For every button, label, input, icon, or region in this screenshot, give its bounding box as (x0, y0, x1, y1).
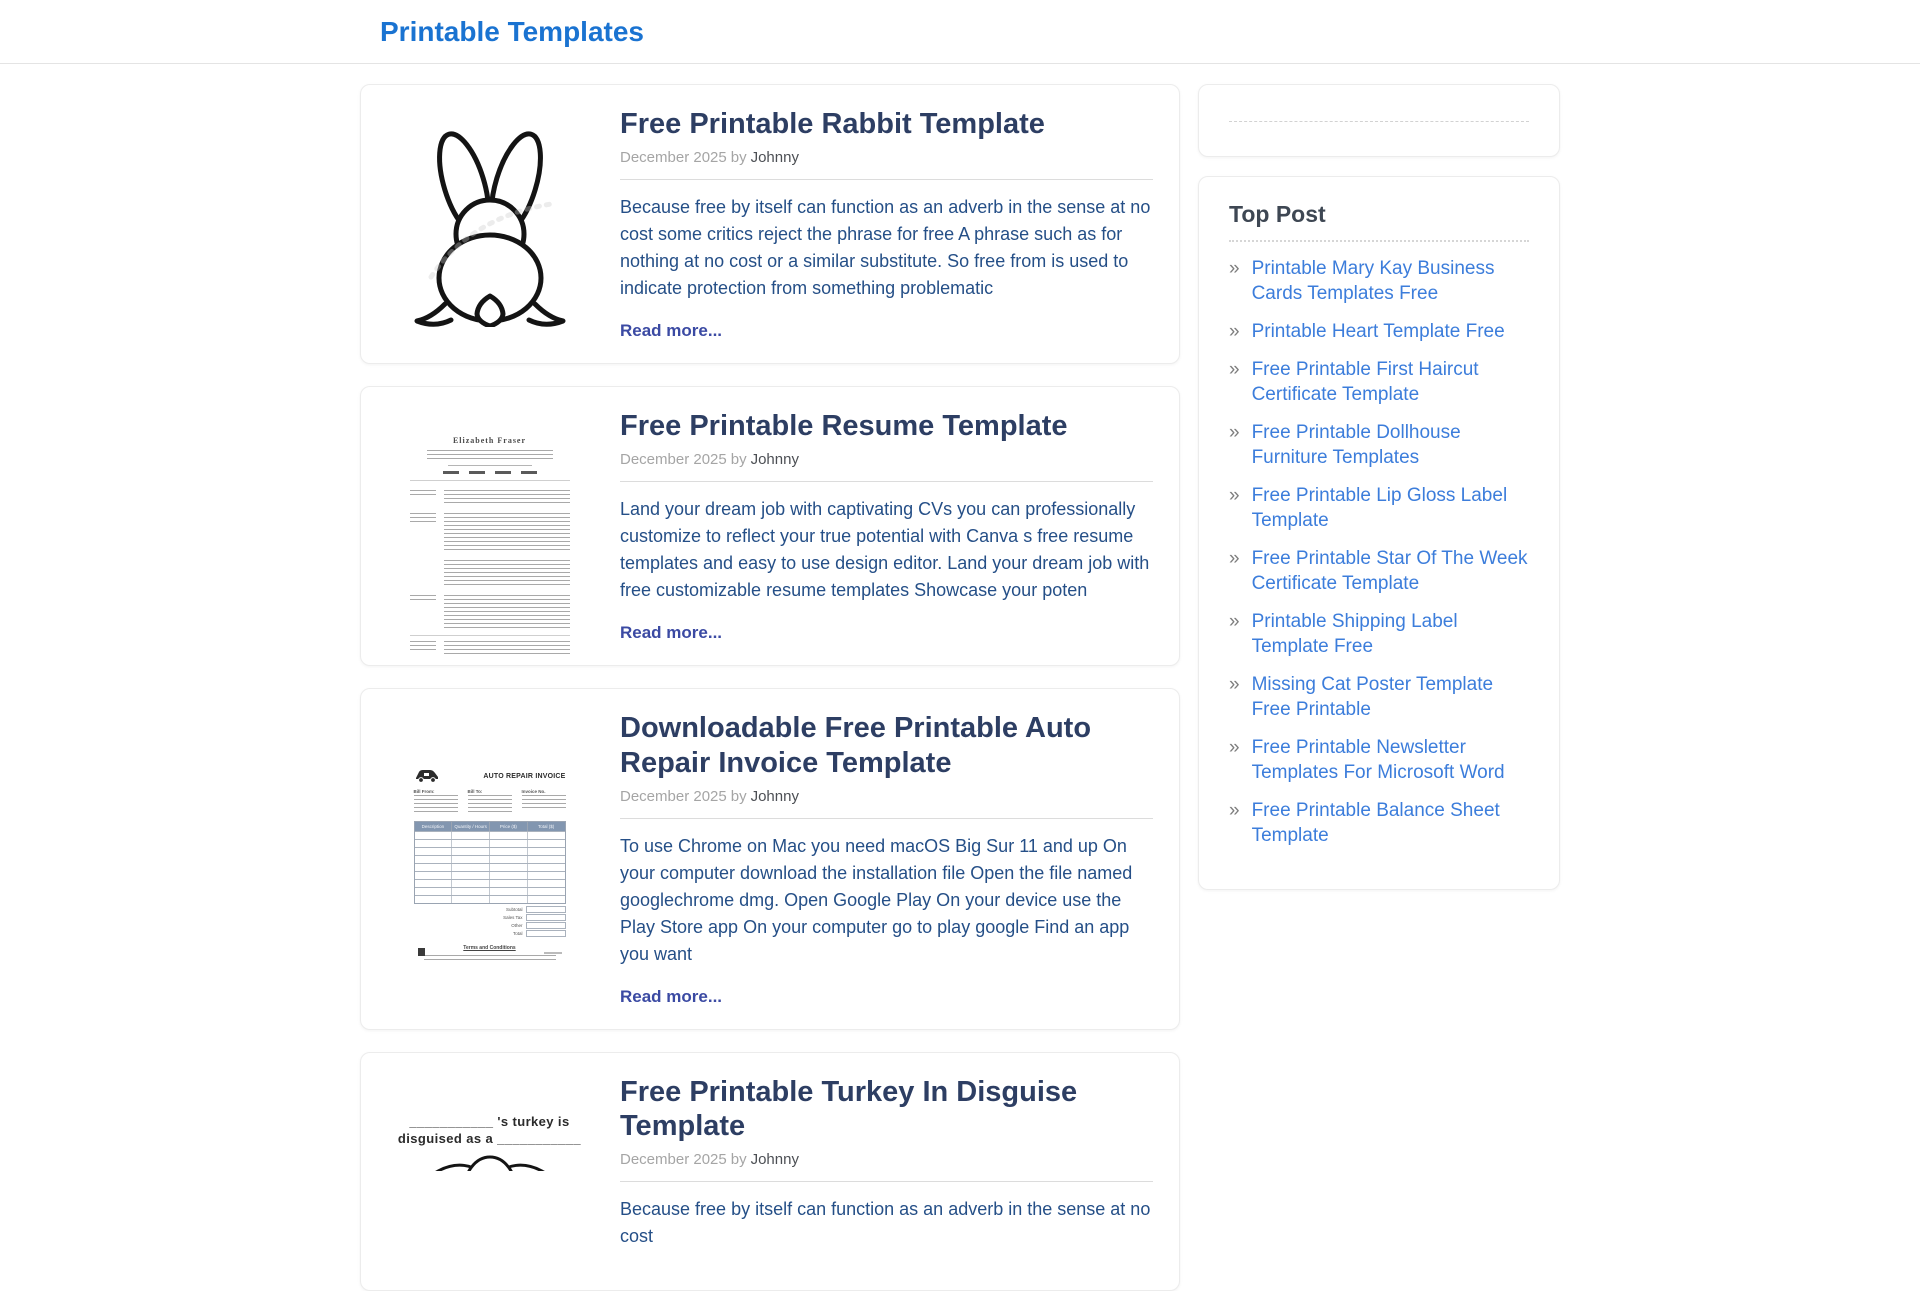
post-author-link[interactable]: Johnny (750, 1151, 799, 1169)
top-post-list (1229, 256, 1529, 848)
page-content (360, 84, 1560, 1291)
by-label: by (730, 149, 747, 167)
top-post-link[interactable]: Free Printable Lip Gloss Label Template (1251, 485, 1508, 531)
bill-from-label: Bill From: (413, 788, 435, 794)
post-title-link[interactable]: Downloadable Free Printable Auto Repair Invoice Template (620, 712, 1092, 779)
top-post-link[interactable]: Free Printable Newsletter Templates For Microsoft Word (1251, 737, 1505, 783)
double-chevron-icon: » (1229, 737, 1240, 758)
post-excerpt: Because free by itself can function as an adverb in the sense at no cost some critics reject the phrase for free A phrase such as for nothing at no cost or a similar substitute. So free from is used to indicate protection from something problematic (620, 197, 1151, 299)
top-post-item (1229, 672, 1529, 722)
post-meta (620, 451, 1153, 482)
read-more-link[interactable]: Read more... (620, 986, 723, 1006)
top-post-item (1229, 256, 1529, 306)
double-chevron-icon: » (1229, 321, 1240, 342)
turkey-thumbnail[interactable] (387, 1075, 592, 1171)
invoice-col-description: Description (415, 822, 453, 831)
turkey-text-line2: disguised as a ___________ (397, 1130, 582, 1146)
post-meta (620, 1151, 1153, 1182)
post-meta (620, 788, 1153, 819)
post-meta (620, 149, 1153, 180)
turkey-text-line1: ___________ 's turkey is (409, 1113, 570, 1129)
post-excerpt: Because free by itself can function as an adverb in the sense at no cost (620, 1199, 1151, 1247)
post-title-link[interactable]: Free Printable Resume Template (620, 410, 1068, 443)
top-post-link[interactable]: Free Printable First Haircut Certificate Template (1251, 359, 1479, 405)
top-post-item (1229, 798, 1529, 848)
invoice-col-total: Total ($) (537, 823, 555, 829)
post-date: December 2025 (620, 1151, 727, 1169)
top-post-item (1229, 609, 1529, 659)
dashed-divider (1229, 121, 1529, 122)
turkey-page-preview (387, 1075, 592, 1171)
post-author-link[interactable]: Johnny (750, 149, 799, 167)
top-post-link[interactable]: Free Printable Dollhouse Furniture Templates (1251, 422, 1461, 468)
double-chevron-icon: » (1229, 548, 1240, 569)
invoice-totals: Subtotal Sales Tax Other Total (492, 906, 566, 938)
top-post-item (1229, 483, 1529, 533)
doc-icon (418, 948, 425, 956)
by-label: by (730, 1151, 747, 1169)
post-entry (620, 107, 1153, 341)
post-author-link[interactable]: Johnny (750, 787, 799, 805)
by-label: by (730, 787, 747, 805)
double-chevron-icon: » (1229, 258, 1240, 279)
invoice-table (414, 821, 566, 904)
top-post-item (1229, 420, 1529, 470)
top-post-heading: Top Post (1229, 201, 1529, 242)
sidebar (1198, 84, 1560, 890)
rabbit-outline-icon (401, 122, 579, 327)
top-post-widget (1198, 176, 1560, 890)
top-post-link[interactable]: Printable Shipping Label Template Free (1251, 611, 1458, 657)
top-post-link[interactable]: Printable Heart Template Free (1251, 321, 1505, 342)
post-entry (620, 711, 1153, 1006)
invoice-col-price: Price ($) (490, 822, 528, 831)
invoice-no-label: Invoice No. (521, 788, 546, 794)
rabbit-thumbnail[interactable] (387, 122, 592, 327)
post-excerpt: Land your dream job with captivating CVs you can professionally customize to reflect your true potential with Canva s free resume templates and easy to use design editor. Land your dream job with free customizable resume templates Showcase your poten (620, 499, 1150, 601)
post-date: December 2025 (620, 451, 727, 469)
resume-page-preview (410, 424, 570, 629)
invoice-page-preview (406, 757, 574, 962)
site-title-link[interactable]: Printable Templates (380, 15, 645, 47)
double-chevron-icon: » (1229, 485, 1240, 506)
invoice-title: AUTO REPAIR INVOICE (483, 772, 566, 780)
invoice-terms-label: Terms and Conditions (463, 944, 516, 951)
top-post-item (1229, 357, 1529, 407)
post-author-link[interactable]: Johnny (750, 451, 799, 469)
resume-name: Elizabeth Fraser (452, 435, 527, 445)
invoice-thumbnail[interactable] (387, 757, 592, 962)
bill-to-label: Bill To: (467, 788, 483, 794)
sidebar-empty-widget (1198, 84, 1560, 157)
top-post-item (1229, 546, 1529, 596)
double-chevron-icon: » (1229, 611, 1240, 632)
site-header (0, 0, 1920, 64)
post-entry (620, 1075, 1153, 1268)
post-card-invoice (360, 688, 1180, 1029)
post-title-link[interactable]: Free Printable Rabbit Template (620, 108, 1045, 140)
invoice-col-quantity: Quantity / Hours (452, 822, 490, 831)
read-more-link[interactable]: Read more... (620, 623, 723, 643)
double-chevron-icon: » (1229, 800, 1240, 821)
double-chevron-icon: » (1229, 359, 1240, 380)
post-entry (620, 409, 1153, 643)
post-excerpt: To use Chrome on Mac you need macOS Big Sur 11 and up On your computer download the installation file Open the file named googlechrome dmg. Open Google Play On your device use the Play Store app On your computer go to play google Find an app you want (620, 835, 1133, 964)
post-date: December 2025 (620, 149, 727, 167)
post-title-link[interactable]: Free Printable Turkey In Disguise Template (620, 1075, 1078, 1143)
top-post-item (1229, 735, 1529, 785)
post-card-rabbit (360, 84, 1180, 364)
turkey-outline-icon (410, 1151, 570, 1171)
top-post-item (1229, 319, 1529, 344)
by-label: by (730, 451, 747, 469)
read-more-link[interactable]: Read more... (620, 321, 723, 341)
car-icon (414, 767, 440, 783)
double-chevron-icon: » (1229, 674, 1240, 695)
page-number-placeholder (544, 952, 562, 954)
top-post-link[interactable]: Free Printable Star Of The Week Certificate Template (1251, 548, 1528, 594)
double-chevron-icon: » (1229, 422, 1240, 443)
post-card-turkey (360, 1052, 1180, 1291)
resume-thumbnail[interactable] (387, 424, 592, 629)
post-card-resume (360, 386, 1180, 666)
resume-contact-icons (410, 471, 570, 474)
posts-column (360, 84, 1180, 1291)
top-post-link[interactable]: Printable Mary Kay Business Cards Templates Free (1251, 258, 1495, 304)
post-date: December 2025 (620, 787, 727, 805)
top-post-link[interactable]: Free Printable Balance Sheet Template (1251, 800, 1500, 846)
top-post-link[interactable]: Missing Cat Poster Template Free Printable (1251, 674, 1494, 720)
